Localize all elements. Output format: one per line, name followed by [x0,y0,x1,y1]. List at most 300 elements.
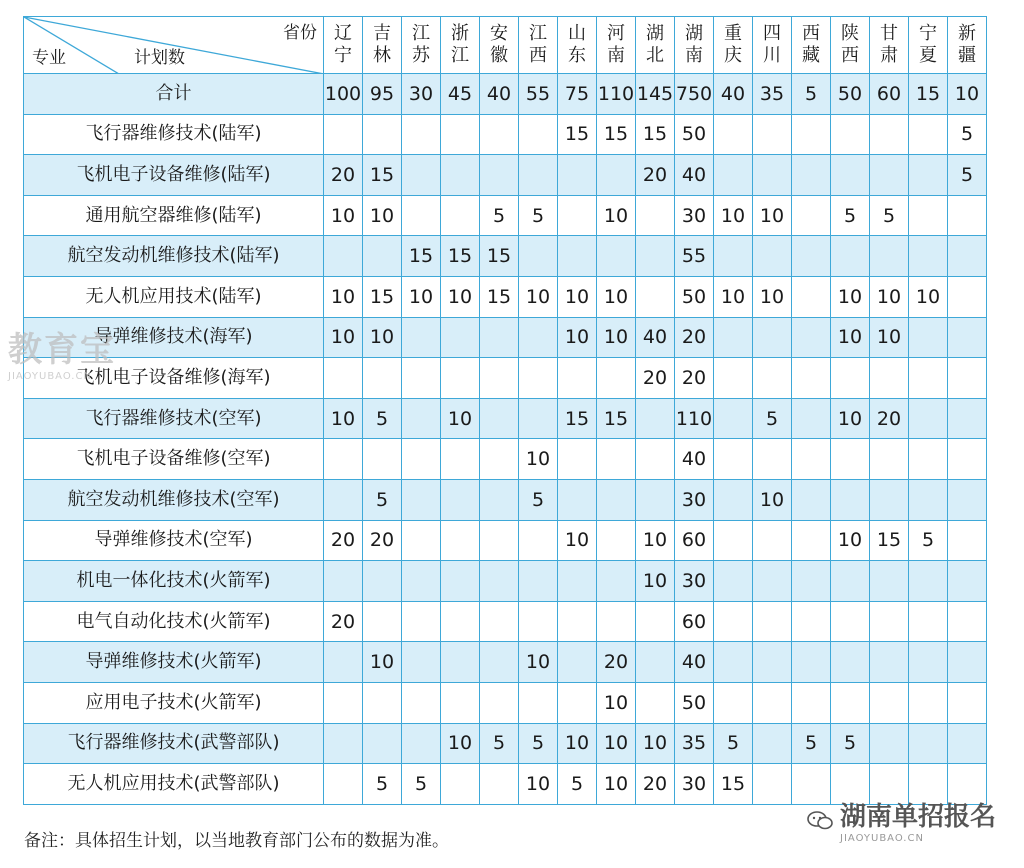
plan-count-cell [597,601,636,642]
plan-count-cell [753,317,792,358]
plan-count-cell: 10 [831,398,870,439]
plan-count-cell [831,236,870,277]
plan-count-cell: 20 [636,764,675,805]
province-header: 湖 北 [636,17,675,74]
plan-count-cell [792,114,831,155]
province-header: 四 川 [753,17,792,74]
total-row [24,74,987,115]
plan-count-cell [402,479,441,520]
plan-count-cell [480,398,519,439]
plan-count-cell [480,317,519,358]
plan-count-cell: 20 [324,601,363,642]
plan-count-cell [324,439,363,480]
plan-count-cell: 15 [909,74,948,115]
plan-count-cell [558,358,597,399]
major-name: 电气自动化技术(火箭军) [24,601,324,642]
plan-count-cell [792,276,831,317]
plan-count-cell [363,114,402,155]
plan-count-cell [480,358,519,399]
plan-count-cell: 15 [441,236,480,277]
plan-count-cell [558,561,597,602]
plan-count-cell: 60 [675,520,714,561]
plan-count-cell [441,642,480,683]
plan-count-cell [402,114,441,155]
plan-count-cell [636,439,675,480]
plan-count-cell [324,561,363,602]
plan-count-cell [831,155,870,196]
watermark-domain-text-right: JIAOYUBAO.CN [840,833,924,844]
plan-count-cell: 30 [675,561,714,602]
plan-count-cell [480,479,519,520]
plan-count-cell [402,561,441,602]
plan-count-cell: 30 [675,479,714,520]
corner-plan-label: 计划数 [134,48,185,68]
plan-count-cell [441,561,480,602]
province-header: 辽 宁 [324,17,363,74]
plan-count-cell: 5 [363,479,402,520]
plan-count-cell [480,520,519,561]
plan-count-cell [909,317,948,358]
plan-count-cell: 10 [636,723,675,764]
plan-count-cell: 10 [363,642,402,683]
plan-count-cell [909,195,948,236]
plan-count-cell [558,195,597,236]
watermark-logo-right [806,796,996,844]
plan-count-cell: 10 [831,317,870,358]
plan-count-cell [792,439,831,480]
province-header: 西 藏 [792,17,831,74]
plan-count-cell [753,236,792,277]
plan-count-cell: 10 [519,276,558,317]
plan-count-cell [714,520,753,561]
plan-count-cell: 5 [402,764,441,805]
plan-count-cell [870,439,909,480]
plan-count-cell: 20 [675,358,714,399]
plan-count-cell [324,114,363,155]
major-name: 航空发动机维修技术(陆军) [24,236,324,277]
plan-count-cell [363,561,402,602]
plan-count-cell [909,682,948,723]
plan-count-cell [402,439,441,480]
plan-count-cell [558,439,597,480]
plan-count-cell [402,520,441,561]
plan-count-cell: 30 [675,764,714,805]
total-label: 合计 [24,74,324,115]
plan-count-cell: 10 [558,520,597,561]
plan-count-cell [948,236,987,277]
plan-count-cell [519,114,558,155]
plan-count-cell [831,439,870,480]
plan-count-cell: 5 [870,195,909,236]
plan-count-cell: 10 [909,276,948,317]
plan-count-cell: 5 [363,398,402,439]
plan-count-cell: 15 [480,276,519,317]
plan-count-cell [636,601,675,642]
plan-count-cell [363,236,402,277]
plan-count-cell: 40 [675,155,714,196]
plan-count-cell: 60 [870,74,909,115]
plan-count-cell [870,114,909,155]
plan-count-cell [363,723,402,764]
province-header: 陕 西 [831,17,870,74]
plan-count-cell [909,398,948,439]
plan-count-cell [597,155,636,196]
plan-count-cell [519,358,558,399]
plan-count-cell [753,642,792,683]
plan-count-cell [753,561,792,602]
plan-count-cell [792,398,831,439]
plan-count-cell [948,642,987,683]
plan-count-cell [714,317,753,358]
plan-count-cell: 10 [831,520,870,561]
plan-count-cell [519,236,558,277]
plan-count-cell: 5 [753,398,792,439]
plan-count-cell: 10 [753,276,792,317]
major-name: 无人机应用技术(陆军) [24,276,324,317]
plan-count-cell [753,439,792,480]
plan-count-cell: 10 [558,723,597,764]
plan-count-cell [558,155,597,196]
plan-count-cell [792,479,831,520]
major-name: 飞机电子设备维修(海军) [24,358,324,399]
plan-count-cell [519,561,558,602]
plan-count-cell [402,601,441,642]
plan-count-cell [714,601,753,642]
plan-count-cell: 75 [558,74,597,115]
plan-count-cell [714,358,753,399]
plan-count-cell: 10 [597,764,636,805]
province-header: 吉 林 [363,17,402,74]
plan-count-cell [480,764,519,805]
plan-count-cell [870,236,909,277]
plan-count-cell [753,682,792,723]
plan-count-cell: 5 [948,155,987,196]
table-row [24,236,987,277]
province-header: 山 东 [558,17,597,74]
province-header: 甘 肃 [870,17,909,74]
plan-count-cell [909,155,948,196]
plan-count-cell: 30 [402,74,441,115]
plan-count-cell [597,439,636,480]
plan-count-cell [441,479,480,520]
footnote: 备注：具体招生计划，以当地教育部门公布的数据为准。 [24,831,449,851]
plan-count-cell [909,723,948,764]
plan-count-cell [948,520,987,561]
plan-count-cell [870,642,909,683]
plan-count-cell [597,358,636,399]
plan-count-cell [948,439,987,480]
plan-count-cell [948,561,987,602]
header-row [24,17,987,74]
plan-count-cell: 110 [597,74,636,115]
plan-count-cell: 55 [519,74,558,115]
plan-count-cell: 10 [519,764,558,805]
plan-count-cell [324,236,363,277]
plan-count-cell: 5 [480,195,519,236]
plan-count-cell [597,561,636,602]
plan-count-cell: 10 [597,682,636,723]
plan-count-cell: 5 [831,723,870,764]
plan-count-cell: 35 [753,74,792,115]
table-row [24,398,987,439]
plan-count-cell [441,155,480,196]
plan-count-cell: 5 [519,723,558,764]
plan-count-cell [324,479,363,520]
plan-count-cell: 10 [558,276,597,317]
plan-count-cell [831,358,870,399]
plan-count-cell: 10 [519,439,558,480]
table-row [24,601,987,642]
plan-count-cell [909,114,948,155]
major-name: 导弹维修技术(火箭军) [24,642,324,683]
plan-count-cell [441,195,480,236]
plan-count-cell [792,317,831,358]
plan-count-cell: 10 [441,398,480,439]
watermark-logo-left [8,322,116,382]
plan-count-cell: 15 [714,764,753,805]
plan-count-cell [597,236,636,277]
plan-count-cell [558,236,597,277]
plan-count-cell [597,520,636,561]
plan-count-cell [519,398,558,439]
plan-count-cell [792,642,831,683]
plan-count-cell [870,155,909,196]
plan-count-cell [792,195,831,236]
plan-count-cell [441,520,480,561]
table-row [24,642,987,683]
plan-count-cell [948,682,987,723]
plan-count-cell: 20 [324,155,363,196]
plan-count-cell [909,601,948,642]
plan-count-cell [480,642,519,683]
plan-count-cell: 10 [597,317,636,358]
plan-count-cell: 15 [597,398,636,439]
plan-count-cell [909,642,948,683]
plan-count-cell: 10 [948,74,987,115]
plan-count-cell [597,479,636,520]
plan-count-cell [948,195,987,236]
plan-count-cell: 15 [870,520,909,561]
plan-count-cell: 100 [324,74,363,115]
plan-count-cell [909,358,948,399]
plan-count-cell: 10 [519,642,558,683]
plan-count-cell: 50 [831,74,870,115]
plan-count-cell [948,317,987,358]
table-row [24,155,987,196]
plan-count-cell [792,601,831,642]
plan-count-cell: 10 [324,195,363,236]
plan-count-cell: 5 [948,114,987,155]
plan-count-cell [636,195,675,236]
plan-count-cell: 5 [831,195,870,236]
plan-count-cell: 40 [714,74,753,115]
table-row [24,682,987,723]
plan-count-cell: 95 [363,74,402,115]
plan-count-cell: 15 [636,114,675,155]
plan-count-cell [480,561,519,602]
plan-count-cell [324,723,363,764]
plan-count-cell: 10 [402,276,441,317]
plan-count-cell [753,155,792,196]
plan-count-cell [519,601,558,642]
plan-count-cell: 5 [363,764,402,805]
plan-count-cell: 15 [558,398,597,439]
plan-count-cell: 35 [675,723,714,764]
plan-count-cell [948,601,987,642]
table-row [24,358,987,399]
plan-count-cell: 10 [714,195,753,236]
plan-count-cell: 40 [675,642,714,683]
plan-count-cell [909,479,948,520]
plan-count-cell [519,682,558,723]
plan-count-cell: 5 [519,479,558,520]
table-row [24,114,987,155]
plan-count-cell [714,398,753,439]
plan-count-cell: 40 [636,317,675,358]
plan-count-cell: 45 [441,74,480,115]
table-row [24,195,987,236]
plan-count-cell [948,479,987,520]
plan-count-cell [441,114,480,155]
plan-count-cell [948,358,987,399]
plan-count-cell [714,682,753,723]
table-row [24,317,987,358]
plan-count-cell: 5 [480,723,519,764]
plan-count-cell [402,195,441,236]
corner-province-label: 省份 [283,23,317,43]
plan-count-cell [753,723,792,764]
major-name: 飞行器维修技术(空军) [24,398,324,439]
plan-count-cell: 50 [675,114,714,155]
watermark-brand-text: 教育宝 [8,330,116,370]
province-header: 河 南 [597,17,636,74]
major-name: 导弹维修技术(空军) [24,520,324,561]
plan-count-cell: 55 [675,236,714,277]
plan-count-cell [402,155,441,196]
plan-count-cell: 5 [714,723,753,764]
plan-count-cell: 15 [402,236,441,277]
plan-count-cell [792,358,831,399]
plan-count-cell [831,601,870,642]
plan-count-cell [714,479,753,520]
plan-count-cell: 10 [636,561,675,602]
province-header: 江 苏 [402,17,441,74]
province-header: 重 庆 [714,17,753,74]
plan-count-cell: 50 [675,682,714,723]
plan-count-cell [753,114,792,155]
plan-count-cell: 10 [597,723,636,764]
province-header: 湖 南 [675,17,714,74]
major-name: 应用电子技术(火箭军) [24,682,324,723]
plan-count-cell [870,682,909,723]
plan-count-cell [324,764,363,805]
plan-count-cell [948,276,987,317]
plan-count-cell [636,479,675,520]
watermark-account-name: 湖南单招报名 [840,802,997,832]
plan-count-cell: 10 [714,276,753,317]
plan-count-cell [402,398,441,439]
plan-count-cell [480,439,519,480]
plan-count-cell [402,317,441,358]
plan-count-cell: 5 [909,520,948,561]
major-name: 飞行器维修技术(武警部队) [24,723,324,764]
plan-count-cell: 15 [363,155,402,196]
plan-count-cell [636,398,675,439]
plan-count-cell: 15 [597,114,636,155]
table-row [24,561,987,602]
plan-count-cell [480,155,519,196]
plan-count-cell: 10 [363,317,402,358]
plan-count-cell [519,317,558,358]
plan-count-cell [714,114,753,155]
plan-count-cell: 10 [324,398,363,439]
plan-count-cell [870,723,909,764]
plan-count-cell [909,439,948,480]
plan-count-cell [441,764,480,805]
plan-count-cell: 10 [831,276,870,317]
province-header: 新 疆 [948,17,987,74]
enrollment-plan-table [23,16,987,805]
plan-count-cell: 40 [480,74,519,115]
plan-count-cell [480,601,519,642]
plan-count-cell [753,601,792,642]
watermark-domain-text: JIAOYUBAO.CN [8,371,92,382]
corner-major-label: 专业 [32,48,66,68]
plan-count-cell: 20 [363,520,402,561]
plan-count-cell [558,479,597,520]
plan-count-cell [363,601,402,642]
plan-count-cell: 5 [792,74,831,115]
plan-count-cell [441,601,480,642]
province-header: 安 徽 [480,17,519,74]
plan-count-cell [363,358,402,399]
plan-count-cell [753,358,792,399]
plan-count-cell [714,642,753,683]
plan-count-cell: 20 [636,155,675,196]
plan-count-cell [909,236,948,277]
plan-count-cell [870,358,909,399]
plan-count-cell [558,601,597,642]
plan-count-cell [870,601,909,642]
plan-count-cell [441,682,480,723]
plan-count-cell [402,723,441,764]
plan-count-cell: 145 [636,74,675,115]
plan-count-cell [714,236,753,277]
plan-count-cell [324,682,363,723]
plan-count-cell: 50 [675,276,714,317]
plan-count-cell: 15 [363,276,402,317]
plan-count-cell [870,561,909,602]
plan-count-cell [558,682,597,723]
plan-count-cell [558,642,597,683]
plan-count-cell: 750 [675,74,714,115]
plan-count-cell [363,682,402,723]
plan-count-cell [636,642,675,683]
plan-count-cell: 10 [441,276,480,317]
plan-count-cell [792,682,831,723]
plan-count-cell [831,561,870,602]
plan-count-cell [831,682,870,723]
table-row [24,723,987,764]
table-row [24,520,987,561]
plan-count-cell [792,155,831,196]
plan-count-cell: 30 [675,195,714,236]
plan-count-cell [831,642,870,683]
plan-count-cell: 10 [324,317,363,358]
plan-count-cell: 10 [636,520,675,561]
major-name: 飞机电子设备维修(空军) [24,439,324,480]
plan-count-cell [831,114,870,155]
